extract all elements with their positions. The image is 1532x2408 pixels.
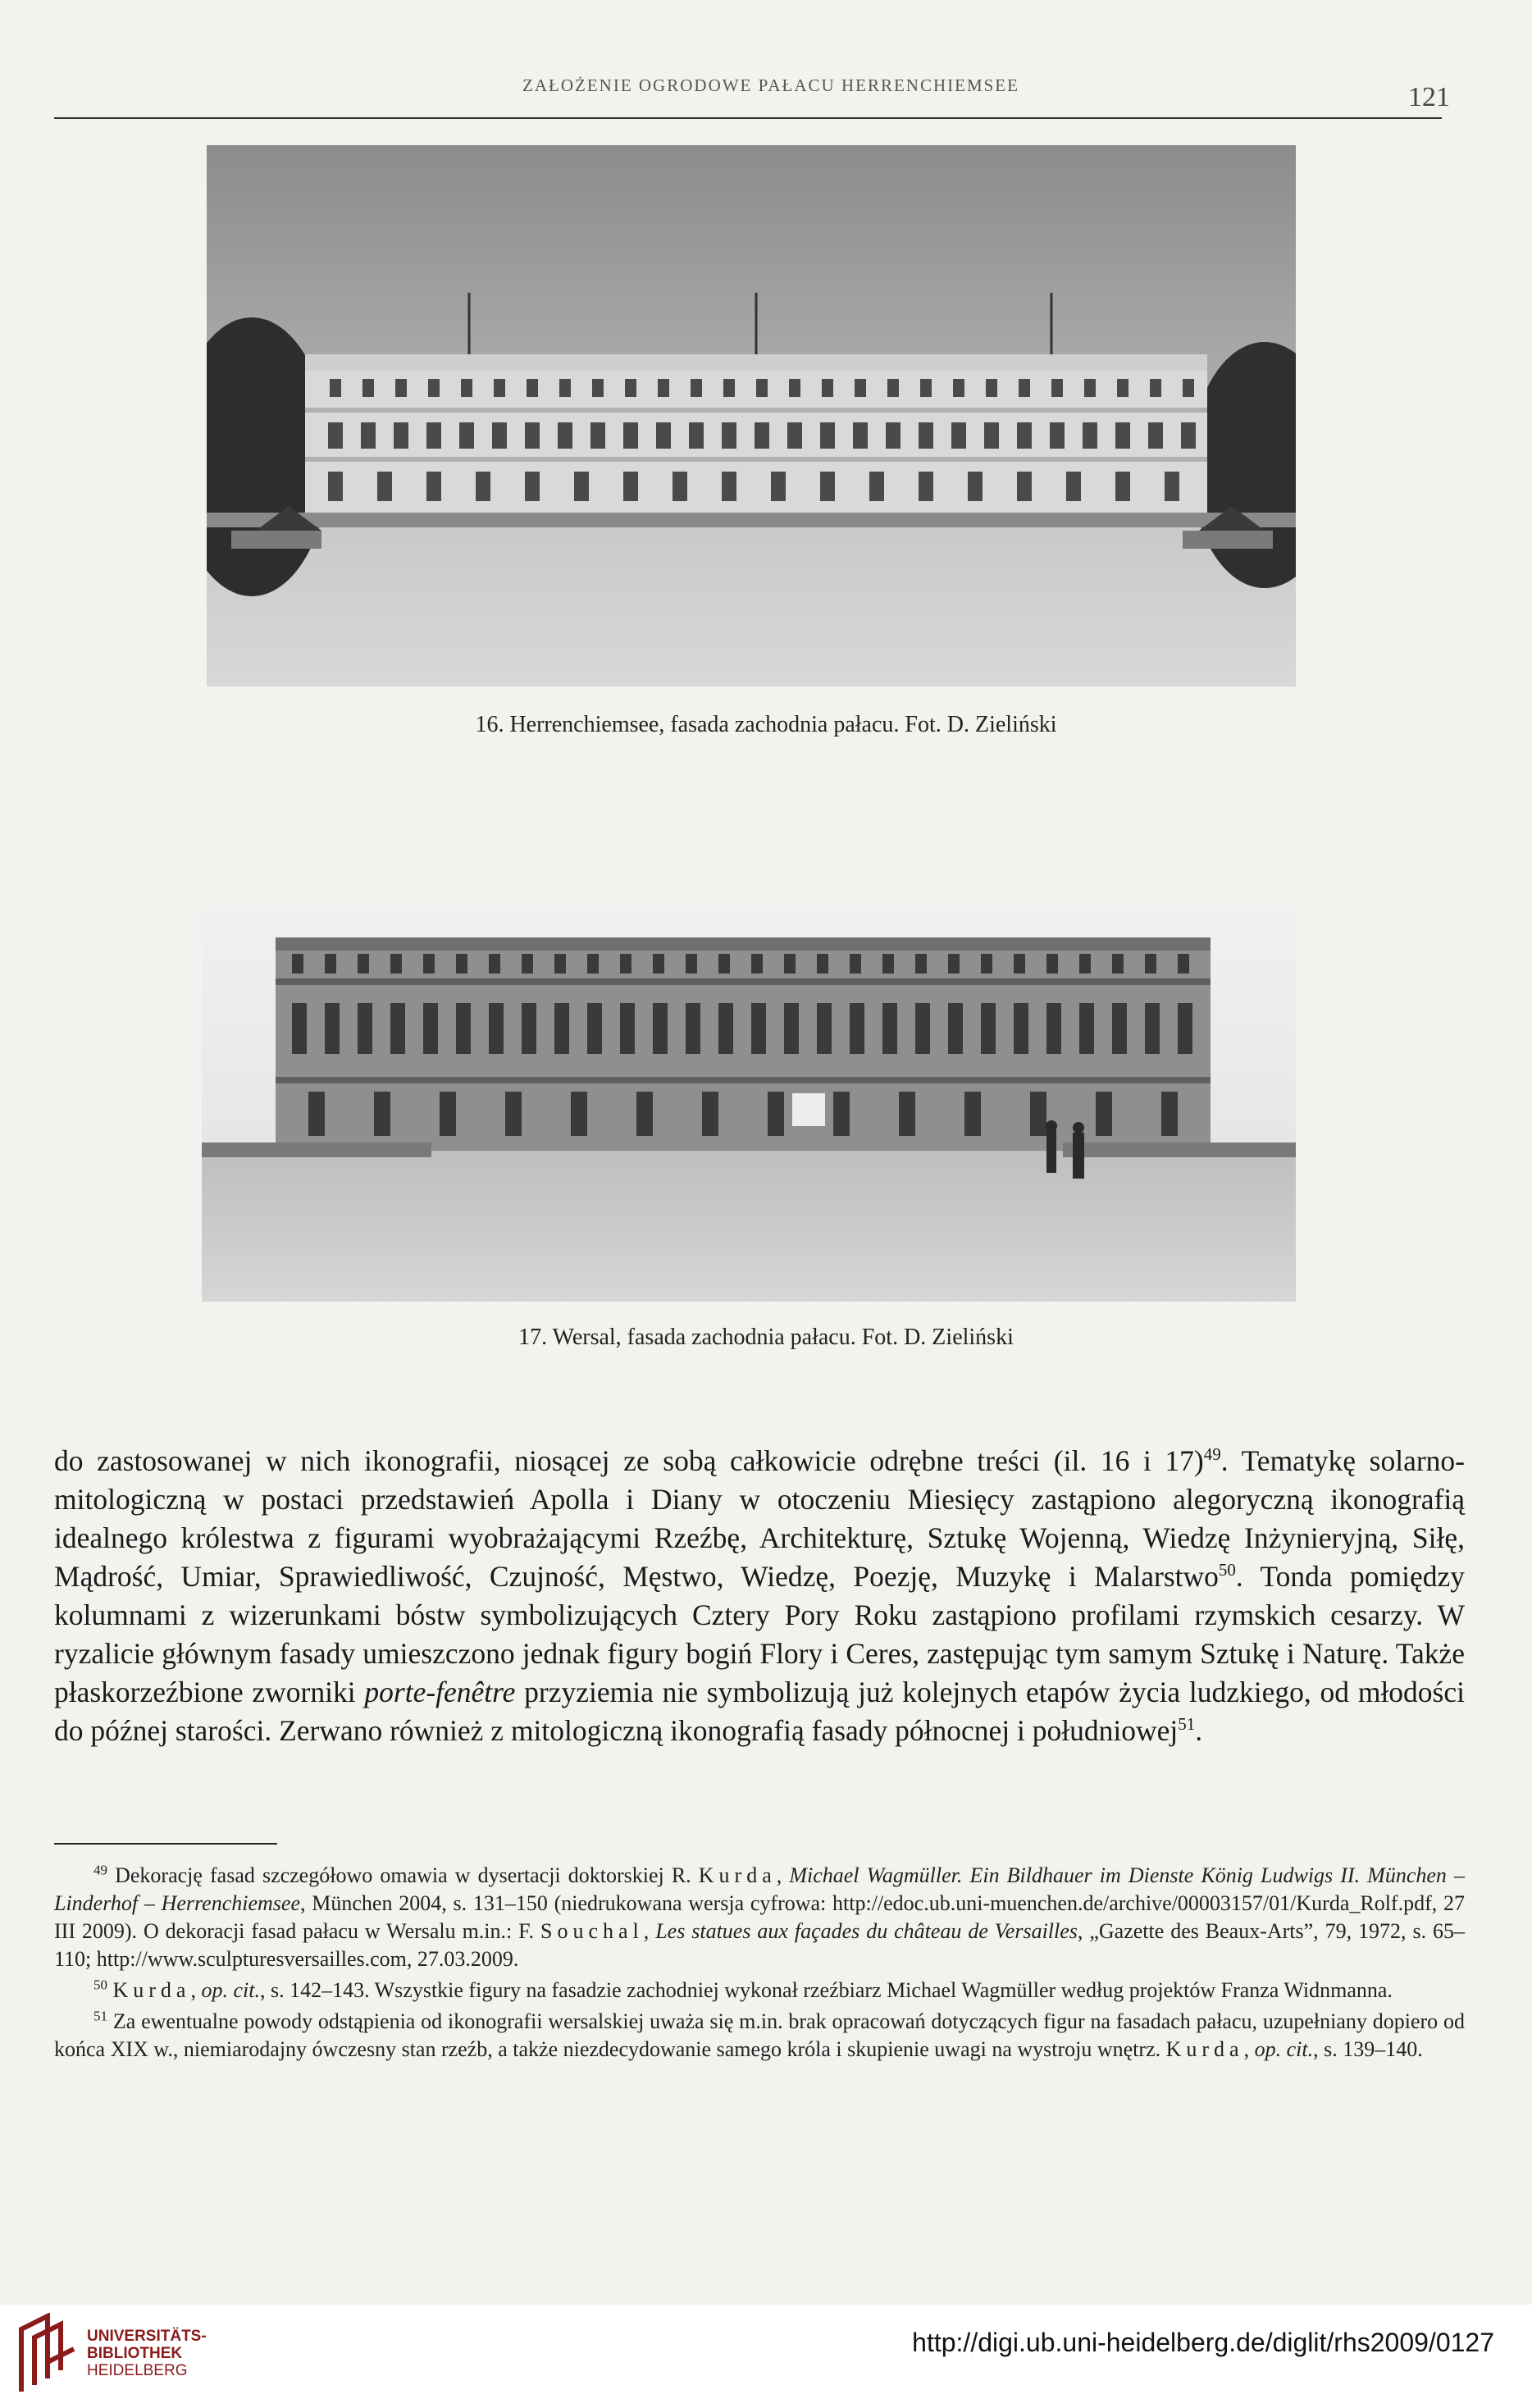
footnote-number: 51 <box>93 2008 107 2024</box>
footnote-50 <box>54 1977 1465 2004</box>
footnote-text: , s. 139–140. <box>1313 2037 1423 2061</box>
photo-versailles <box>202 905 1296 1302</box>
library-name-line-1: UNIVERSITÄTS- <box>87 2328 207 2345</box>
library-logo-icon <box>15 2313 79 2399</box>
author-name: Souchal <box>540 1919 644 1943</box>
book-title: Michael Wagmüller. Ein Bildhauer im Dienste König Ludwigs II. München – Linderhof – Herrenchiemsee <box>54 1863 1465 1915</box>
footnote-number: 50 <box>93 1977 107 1993</box>
author-name: Kurda <box>112 1978 191 2002</box>
op-cit: op. cit. <box>201 1978 260 2002</box>
figure-16-caption: 16. Herrenchiemsee, fasada zachodnia pałacu. Fot. D. Zieliński <box>475 712 1057 737</box>
footnote-rule <box>54 1843 277 1845</box>
body-text-part-3: . Tonda pomiędzy kolumnami z wizerunkami bóstw symbolizujących Cztery Pory Roku zastąpiono profilami rzymskich cesarzy. W ryzalicie głównym fasady umieszczono jednak figury bogiń Flory i Ceres, zastępując tym samym Sztukę i Naturę. Także płaskorzeźbione zworniki <box>54 1560 1465 1708</box>
author-name: Kurda <box>1165 2037 1244 2061</box>
figure-17-caption: 17. Wersal, fasada zachodnia pałacu. Fot. D. Zieliński <box>518 1325 1014 1350</box>
photo-herrenchiemsee <box>207 145 1296 686</box>
header-rule <box>54 117 1442 119</box>
footnotes <box>54 1862 1465 2067</box>
library-name-line-3: HEIDELBERG <box>87 2362 188 2379</box>
footnote-49 <box>54 1862 1465 1973</box>
body-text-part-1: do zastosowanej w nich ikonografii, niosącej ze sobą całkowicie odrębne treści (il. 16 i 17) <box>54 1444 1204 1477</box>
library-name-line-2: BIBLIOTHEK <box>87 2345 183 2362</box>
body-text-part-5: . <box>1195 1714 1203 1747</box>
body-paragraph <box>54 1442 1465 1750</box>
body-text-part-4: przyziemia nie symbolizują już kolejnych etapów życia ludzkiego, od młodości do późnej starości. Zerwano również z mitologiczną ikonografią fasady północnej i południowej <box>54 1676 1465 1747</box>
page-number: 121 <box>1408 82 1450 112</box>
op-cit: op. cit. <box>1254 2037 1314 2061</box>
footnote-text: , s. 142–143. Wszystkie figury na fasadzie zachodniej wykonał rzeźbiarz Michael Wagmüller według projektów Franza Widnmanna. <box>259 1978 1393 2002</box>
footnote-text: , <box>1243 2037 1255 2061</box>
source-url-link[interactable]: http://digi.ub.uni-heidelberg.de/diglit/rhs2009/0127 <box>912 2328 1494 2357</box>
footnote-51 <box>54 2008 1465 2064</box>
footnote-text: Za ewentualne powody odstąpienia od ikonografii wersalskiej uważa się m.in. brak opracowań dotyczących figur na fasadach pałacu, uzupełniany dopiero od końca XIX w., niemiarodajny ówczesny stan rzeźb, a także niezdecydowanie samego króla i skupienie uwagi na wystroju wnętrz. <box>54 2009 1465 2061</box>
footnote-text: , „Gazette des Beaux-Arts”, 79, 1972, s. 65–110; http://www.sculpturesversailles.com, 27.03.2009. <box>54 1919 1465 1971</box>
footnote-text: , <box>776 1863 790 1887</box>
footnote-text: , <box>190 1978 202 2002</box>
italic-term: porte-fenêtre <box>364 1676 516 1708</box>
author-name: Kurda <box>698 1863 777 1887</box>
body-text-part-2: . Tematykę solarno-mitologiczną w postaci przedstawień Apolla i Diany w otoczeniu Miesięcy zastąpiono alegoryczną ikonografią idealnego królestwa z figurami wyobrażającymi Rzeźbę, Architekturę, Sztukę Wojenną, Wiedzę Inżynieryjną, Siłę, Mądrość, Umiar, Sprawiedliwość, Czujność, Męstwo, Wiedzę, Poezję, Muzykę i Malarstwo <box>54 1444 1465 1593</box>
footnote-text: Dekorację fasad szczegółowo omawia w dysertacji doktorskiej R. <box>107 1863 699 1887</box>
footnote-ref-50: 50 <box>1218 1560 1236 1580</box>
article-title: Les statues aux façades du château de Versailles <box>655 1919 1078 1943</box>
footnote-text: , <box>643 1919 656 1943</box>
footnote-ref-49: 49 <box>1203 1444 1221 1465</box>
footnote-number: 49 <box>93 1862 107 1878</box>
library-name <box>87 2328 207 2379</box>
running-head: ZAŁOŻENIE OGRODOWE PAŁACU HERRENCHIEMSEE <box>522 75 1019 95</box>
footnote-text: , München 2004, s. 131–150 (niedrukowana wersja cyfrowa: http://edoc.ub.uni-muenchen.de/archive/00003157/01/Kurda_Rolf.pdf, 27 III 2009). O dekoracji fasad pałacu w Wersalu m.in.: F. <box>54 1891 1465 1943</box>
footnote-ref-51: 51 <box>1178 1714 1196 1735</box>
